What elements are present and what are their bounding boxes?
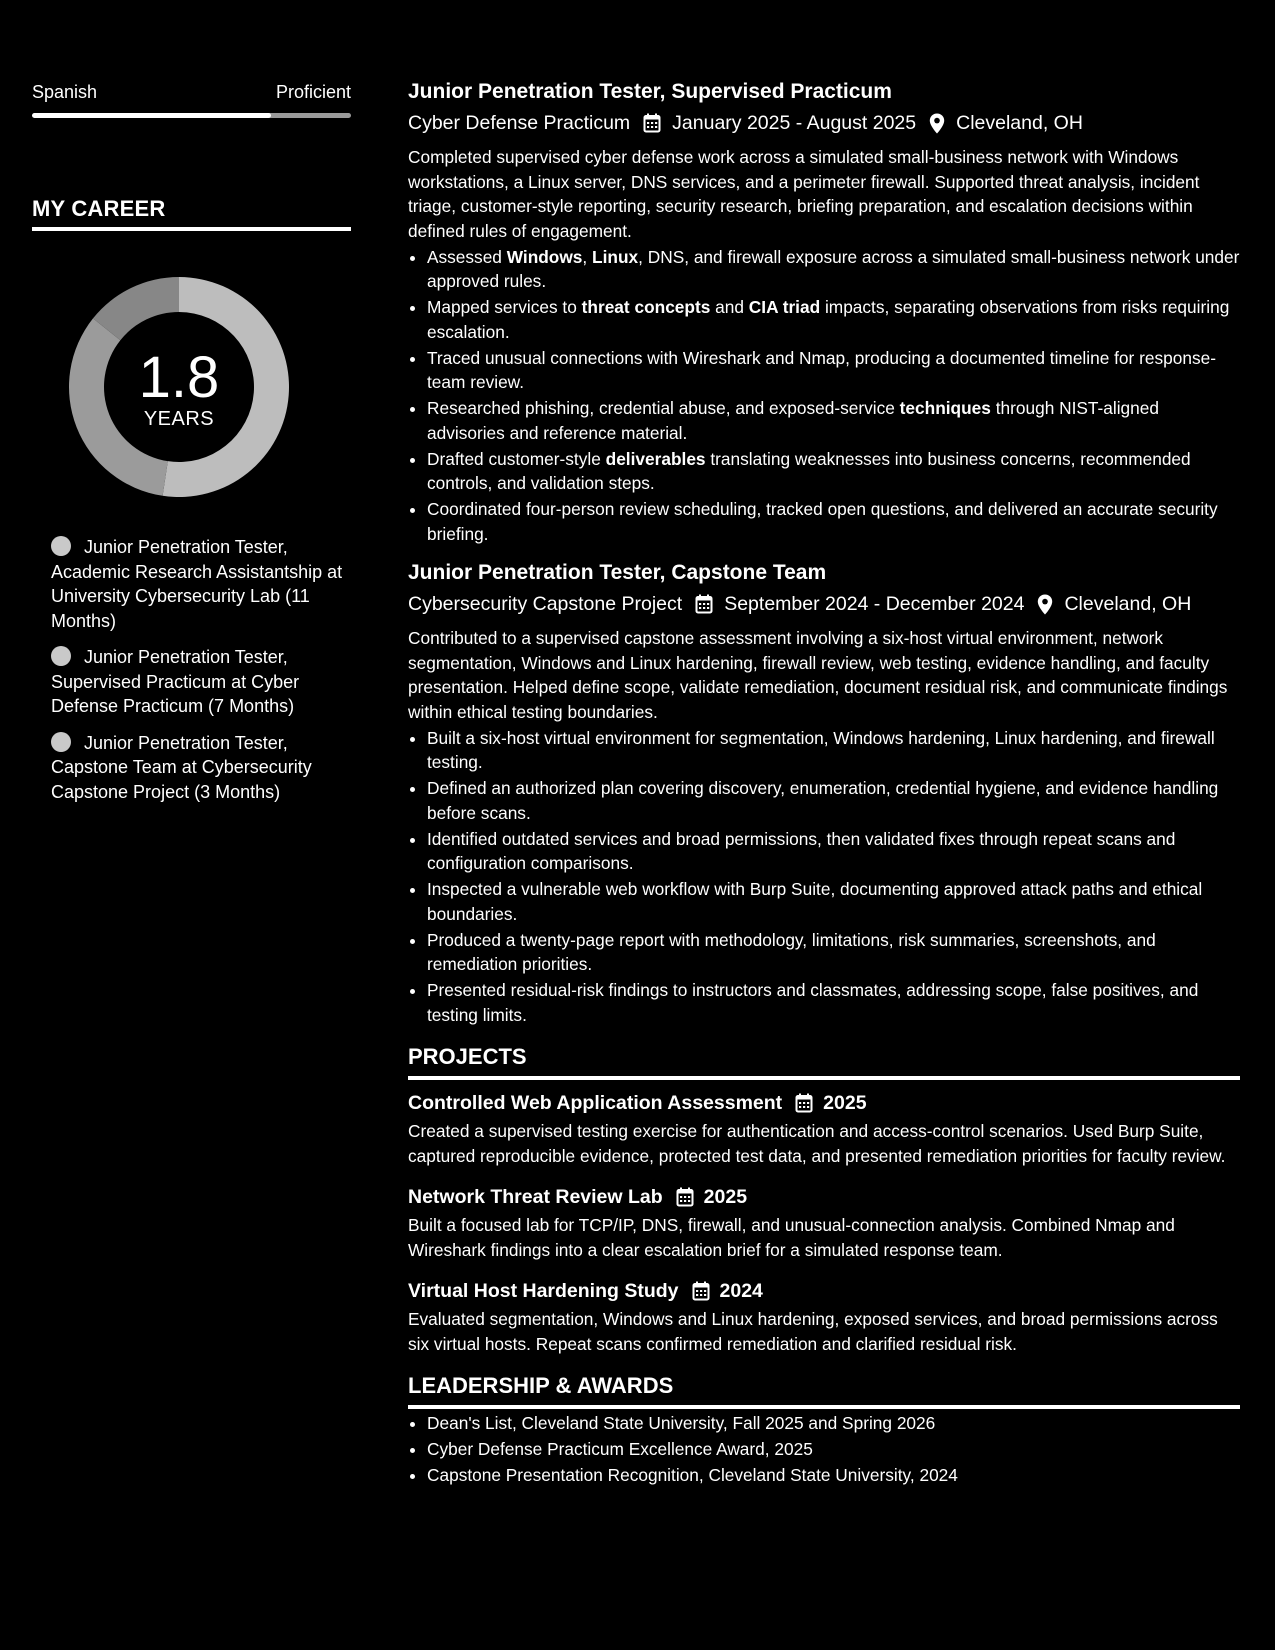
job-summary: Completed supervised cyber defense work across a simulated small-business network with Windows workstations, a Linux server, DNS services, and a perimeter firewall. Supported threat analysis, incident triage, customer-style reporting, security research, briefing preparation, and escalation decisions within defined rules of engagement. — [408, 147, 1200, 241]
job-bullet — [427, 497, 1240, 546]
project-year: 2025 — [703, 1186, 748, 1208]
job-org: Cybersecurity Capstone Project — [408, 593, 683, 615]
language-level: Proficient — [275, 82, 351, 102]
bullet-dot-icon — [51, 536, 71, 556]
career-item-text: Junior Penetration Tester, Capstone Team at Cybersecurity Capstone Project (3 Months) — [51, 732, 312, 802]
job-location: Cleveland, OH — [1064, 593, 1192, 615]
award-item: • Dean's List, Cleveland State University, Fall 2025 and Spring 2026 — [427, 1411, 1240, 1436]
job-bullet — [427, 726, 1240, 775]
career-list-item — [51, 535, 351, 633]
bullet-text: impacts, separating observations from risks requiring escalation. — [427, 297, 1230, 342]
job-location: Cleveland, OH — [956, 112, 1083, 134]
calendar-icon — [795, 1093, 813, 1113]
bullet-keyword: techniques — [899, 398, 991, 418]
location-pin-icon — [929, 113, 945, 134]
project-year: 2024 — [719, 1280, 763, 1302]
language-row — [32, 82, 351, 103]
projects-section-title: PROJECTS — [408, 1044, 527, 1069]
job-bullet — [427, 928, 1240, 977]
project-description: Evaluated segmentation, Windows and Linux hardening, exposed services, and broad permissions across six virtual hosts. Repeat scans confirmed remediation and clarified residual risk. — [408, 1309, 1218, 1354]
bullet-text: , — [582, 246, 593, 267]
bullet-keyword: CIA triad — [748, 297, 821, 317]
language-proficiency-fill — [32, 113, 271, 118]
experience-entry — [408, 559, 1240, 1027]
career-total-value: 1.8 — [138, 345, 220, 410]
calendar-icon — [676, 1187, 694, 1207]
projects-title-rule — [408, 1076, 1240, 1080]
calendar-icon — [692, 1281, 710, 1301]
awards-title-rule — [408, 1405, 1240, 1409]
job-org: Cyber Defense Practicum — [408, 112, 631, 134]
project-description: Created a supervised testing exercise for authentication and access-control scenarios. Used Burp Suite, captured reproducible evidence, protected test data, and presented remediation priorities for faculty review. — [408, 1121, 1226, 1166]
job-dates: September 2024 - December 2024 — [724, 593, 1025, 615]
bullet-text: Presented residual-risk findings to instructors and classmates, addressing scope, false positives, and testing limits. — [427, 980, 1199, 1025]
career-item-text: Junior Penetration Tester, Academic Research Assistantship at University Cybersecurity Lab (11 Months) — [51, 537, 343, 631]
left-sidebar — [0, 0, 380, 1650]
awards-list — [408, 1411, 1240, 1488]
project-entry — [408, 1184, 1240, 1262]
career-section-title: MY CAREER — [32, 196, 166, 221]
bullet-keyword: Windows — [506, 246, 583, 267]
bullet-keyword: Linux — [592, 246, 639, 267]
job-bullets — [408, 245, 1240, 547]
bullet-text: and — [710, 297, 749, 317]
language-name: Spanish — [32, 82, 98, 102]
job-dates: January 2025 - August 2025 — [672, 112, 917, 134]
project-name: Network Threat Review Lab — [408, 1186, 663, 1208]
job-bullet — [427, 776, 1240, 825]
awards-section-title: LEADERSHIP & AWARDS — [408, 1373, 674, 1398]
career-title-rule — [32, 227, 351, 231]
career-list-item — [51, 645, 351, 719]
project-name: Controlled Web Application Assessment — [408, 1092, 783, 1114]
project-header — [408, 1278, 1240, 1304]
job-bullet — [427, 396, 1240, 445]
bullet-text: Traced unusual connections with Wireshark and Nmap, producing a documented timeline for response-team review. — [427, 347, 1216, 392]
experience-entry — [408, 78, 1240, 546]
project-header — [408, 1184, 1240, 1210]
bullet-text: Built a six-host virtual environment for segmentation, Windows hardening, Linux hardening, and firewall testing. — [427, 727, 1215, 772]
job-bullet — [427, 827, 1240, 876]
career-list — [51, 535, 351, 816]
career-item-text: Junior Penetration Tester, Supervised Practicum at Cyber Defense Practicum (7 Months) — [51, 647, 300, 716]
bullet-text: Drafted customer-style — [427, 448, 606, 469]
bullet-text: Mapped services to — [427, 297, 582, 317]
career-total-unit: YEARS — [143, 408, 215, 430]
job-bullet — [427, 978, 1240, 1027]
resume-body — [408, 78, 1240, 1487]
bullet-text: , DNS, and firewall exposure across a simulated small-business network under approved rules. — [427, 246, 1240, 291]
job-title: Junior Penetration Tester, Supervised Practicum — [408, 80, 892, 103]
job-bullet — [427, 346, 1240, 395]
award-item: • Cyber Defense Practicum Excellence Award, 2025 — [427, 1437, 1240, 1462]
bullet-text: Identified outdated services and broad permissions, then validated fixes through repeat scans and configuration comparisons. — [427, 828, 1176, 873]
career-list-item — [51, 731, 351, 805]
job-summary: Contributed to a supervised capstone assessment involving a six-host virtual environment, network segmentation, Windows and Linux hardening, firewall review, web testing, evidence handling, and faculty presentation. Helped define scope, validate remediation, document residual risk, and communicate findings within ethical testing boundaries. — [408, 628, 1228, 722]
bullet-dot-icon — [51, 646, 71, 666]
award-item: • Capstone Presentation Recognition, Cleveland State University, 2024 — [427, 1463, 1240, 1488]
project-header — [408, 1090, 1240, 1116]
job-bullet — [427, 447, 1240, 496]
job-title: Junior Penetration Tester, Capstone Team — [408, 561, 827, 584]
bullet-text: Coordinated four-person review scheduling, tracked open questions, and delivered an accurate security briefing. — [427, 499, 1218, 544]
bullet-text: translating weaknesses into business concerns, recommended controls, and validation steps. — [427, 448, 1191, 493]
bullet-text: Inspected a vulnerable web workflow with Burp Suite, documenting approved attack paths and ethical boundaries. — [427, 879, 1203, 924]
bullet-text: Researched phishing, credential abuse, and exposed-service — [427, 398, 900, 418]
project-entry — [408, 1090, 1240, 1168]
bullet-keyword: deliverables — [605, 448, 706, 469]
job-bullet — [427, 245, 1240, 294]
bullet-text: through NIST-aligned advisories and reference material. — [427, 398, 1160, 443]
calendar-icon — [695, 594, 713, 614]
calendar-icon — [643, 113, 661, 133]
bullet-text: Assessed — [427, 246, 507, 267]
job-bullet — [427, 877, 1240, 926]
language-proficiency-bar — [32, 113, 351, 118]
project-entry — [408, 1278, 1240, 1356]
project-description: Built a focused lab for TCP/IP, DNS, firewall, and unusual-connection analysis. Combined Nmap and Wireshark findings into a clear escalation brief for a simulated response team. — [408, 1215, 1175, 1260]
location-pin-icon — [1037, 594, 1053, 615]
bullet-dot-icon — [51, 732, 71, 752]
job-bullet — [427, 295, 1240, 344]
project-year: 2025 — [823, 1092, 867, 1114]
bullet-text: Defined an authorized plan covering discovery, enumeration, credential hygiene, and evidence handling before scans. — [427, 778, 1219, 823]
job-bullets — [408, 726, 1240, 1028]
job-meta — [408, 590, 1240, 618]
project-name: Virtual Host Hardening Study — [408, 1280, 679, 1302]
bullet-text: Produced a twenty-page report with methodology, limitations, risk summaries, screenshots, and remediation priorities. — [427, 929, 1156, 974]
bullet-keyword: threat concepts — [581, 297, 711, 317]
job-meta — [408, 109, 1240, 137]
